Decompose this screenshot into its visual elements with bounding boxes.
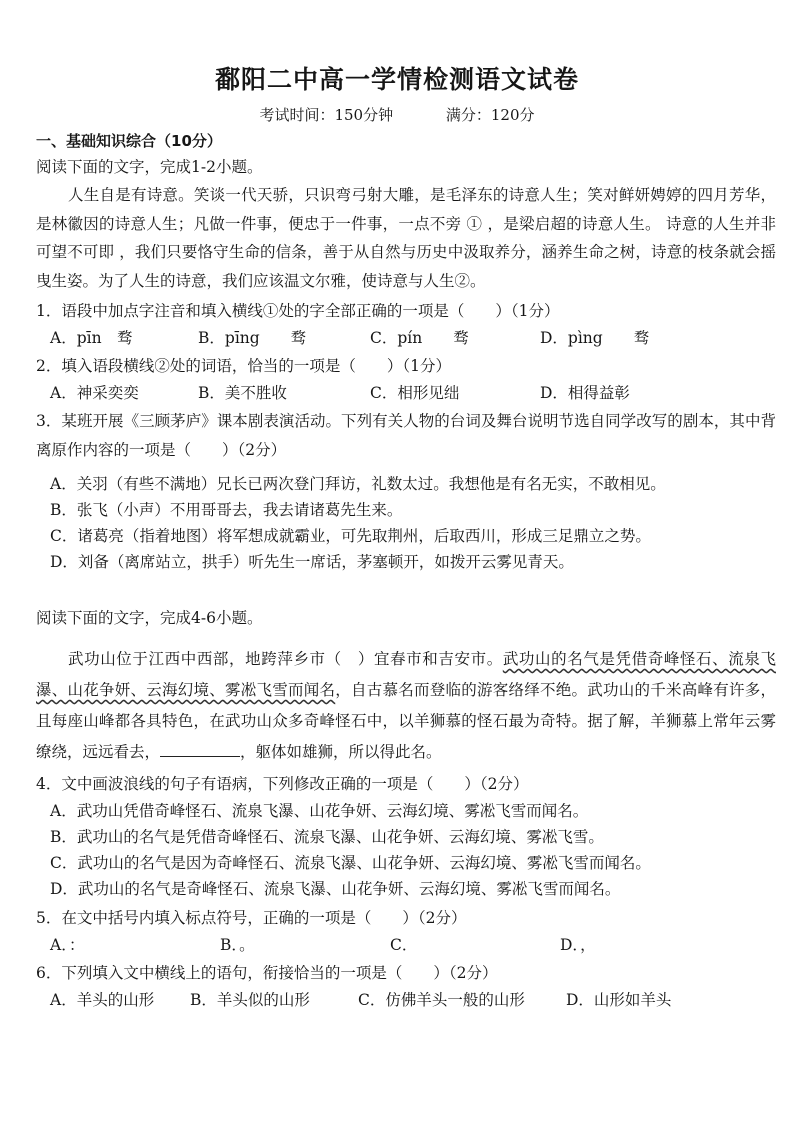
q2-option-c[interactable]: C．相形见绌 — [370, 384, 460, 402]
q2-option-b[interactable]: B．美不胜收 — [198, 384, 287, 402]
q2-option-d[interactable]: D．相得益彰 — [540, 384, 630, 402]
question-3: 3．某班开展《三顾茅庐》课本剧表演活动。下列有关人物的台词及舞台说明节选自同学改写的剧本，其中背离原作内容的一项是（ ）（2分） — [36, 412, 776, 459]
q6-option-b[interactable]: B．羊头似的山形 — [190, 991, 310, 1009]
question-6: 6．下列填入文中横线上的语句，衔接恰当的一项是（ ）（2分） — [36, 964, 498, 982]
page-title: 鄱阳二中高一学情检测语文试卷 — [214, 65, 579, 94]
q6-option-a[interactable]: A．羊头的山形 — [50, 991, 155, 1009]
q3-option-c[interactable]: C．诸葛亮（指着地图）将军想成就霸业，可先取荆州，后取西川，形成三足鼎立之势。 — [50, 527, 651, 545]
section-1 — [36, 130, 776, 575]
wavy-sentence: 武功山的名气是凭借奇峰怪石、流泉飞瀑、山花争妍、云海幻境、雾凇飞雪而闻名 — [36, 650, 776, 699]
q5-option-a[interactable]: A．： — [50, 936, 85, 954]
question-2: 2．填入语段横线②处的词语，恰当的一项是（ ）（1分） — [36, 357, 451, 375]
q3-option-a[interactable]: A．关羽（有些不满地）兄长已两次登门拜访，礼数太过。我想他是有名无实，不敢相见。 — [50, 475, 666, 493]
q2-option-a[interactable]: A．神采奕奕 — [50, 384, 139, 402]
q5-option-c[interactable]: C． — [390, 936, 418, 954]
passage-2-part-b: ，自古慕名而登临的游客络绎不绝。武功山的千米高峰有许多，且每座山峰都各具特色，在武功山众多奇峰怪石中，以羊狮慕的怪石最为奇特。据了解，羊狮慕上常年云雾缭绕，远远看去， — [36, 681, 776, 761]
q1-option-c[interactable]: C．pín 骛 — [370, 329, 469, 347]
q6-option-d[interactable]: D．山形如羊头 — [566, 991, 672, 1009]
reading-intro-2: 阅读下面的文字，完成4-6小题。 — [36, 609, 263, 627]
section-1-heading: 一、基础知识综合（10分） — [36, 132, 222, 150]
q3-option-b[interactable]: B．张飞（小声）不用哥哥去，我去请诸葛先生来。 — [50, 501, 403, 519]
question-4: 4．文中画波浪线的句子有语病，下列修改正确的一项是（ ）（2分） — [36, 775, 529, 793]
question-1-options — [36, 325, 776, 352]
q1-option-d[interactable]: D．pìng 骛 — [540, 329, 650, 347]
q1-option-b[interactable]: B．pīng 骛 — [198, 329, 307, 347]
q4-option-a[interactable]: A．武功山凭借奇峰怪石、流泉飞瀑、山花争妍、云海幻境、雾凇飞雪而闻名。 — [50, 802, 589, 820]
q1-option-a[interactable]: A．pīn 骛 — [50, 329, 133, 347]
reading-intro-1: 阅读下面的文字，完成1-2小题。 — [36, 158, 263, 176]
section-2 — [36, 604, 776, 1014]
question-5: 5．在文中括号内填入标点符号，正确的一项是（ ）（2分） — [36, 909, 467, 927]
passage-2-part-c: ，躯体如雄狮，所以得此名。 — [240, 743, 442, 761]
question-6-options — [36, 987, 776, 1014]
question-5-options — [36, 932, 776, 959]
passage-2-part-a: 武功山位于江西中西部，地跨萍乡市（ ）宜春市和吉安市。 — [68, 650, 503, 668]
exam-time: 考试时间：150分钟 — [259, 106, 394, 124]
q4-option-d[interactable]: D．武功山的名气是奇峰怪石、流泉飞瀑、山花争妍、云海幻境、雾凇飞雪而闻名。 — [50, 880, 621, 898]
fill-blank[interactable] — [160, 742, 240, 757]
q5-option-b[interactable]: B．。 — [220, 936, 255, 954]
q4-option-b[interactable]: B．武功山的名气是凭借奇峰怪石、流泉飞瀑、山花争妍、云海幻境、雾凇飞雪。 — [50, 828, 604, 846]
passage-1: 人生自是有诗意。笑谈一代天骄，只识弯弓射大雕，是毛泽东的诗意人生；笑对鲜妍娉婷的四月芳华，是林徽因的诗意人生；凡做一件事，便忠于一件事，一点不旁 ① ，是梁启超的诗意人生。 诗意的人生并非可望不可即 ，我们只要恪守生命的信条，善于从自然与历史中汲取养分，涵养生命之树，诗意的枝条就会摇曳生姿。为了人生的诗意，我们应该温文尔雅，使诗意与人生②。 — [36, 186, 776, 290]
full-score: 满分：120分 — [445, 106, 535, 124]
question-1: 1．语段中加点字注音和填入横线①处的字全部正确的一项是（ ）（1分） — [36, 302, 560, 320]
q4-option-c[interactable]: C．武功山的名气是因为奇峰怪石、流泉飞瀑、山花争妍、云海幻境、雾凇飞雪而闻名。 — [50, 854, 651, 872]
q5-option-d[interactable]: D．， — [560, 936, 596, 954]
question-2-options — [36, 380, 776, 407]
exam-meta — [0, 104, 794, 125]
passage-2 — [36, 644, 776, 768]
q6-option-c[interactable]: C．仿佛羊头一般的山形 — [358, 991, 525, 1009]
q3-option-d[interactable]: D．刘备（离席站立，拱手）听先生一席话，茅塞顿开，如拨开云雾见青天。 — [50, 553, 574, 571]
